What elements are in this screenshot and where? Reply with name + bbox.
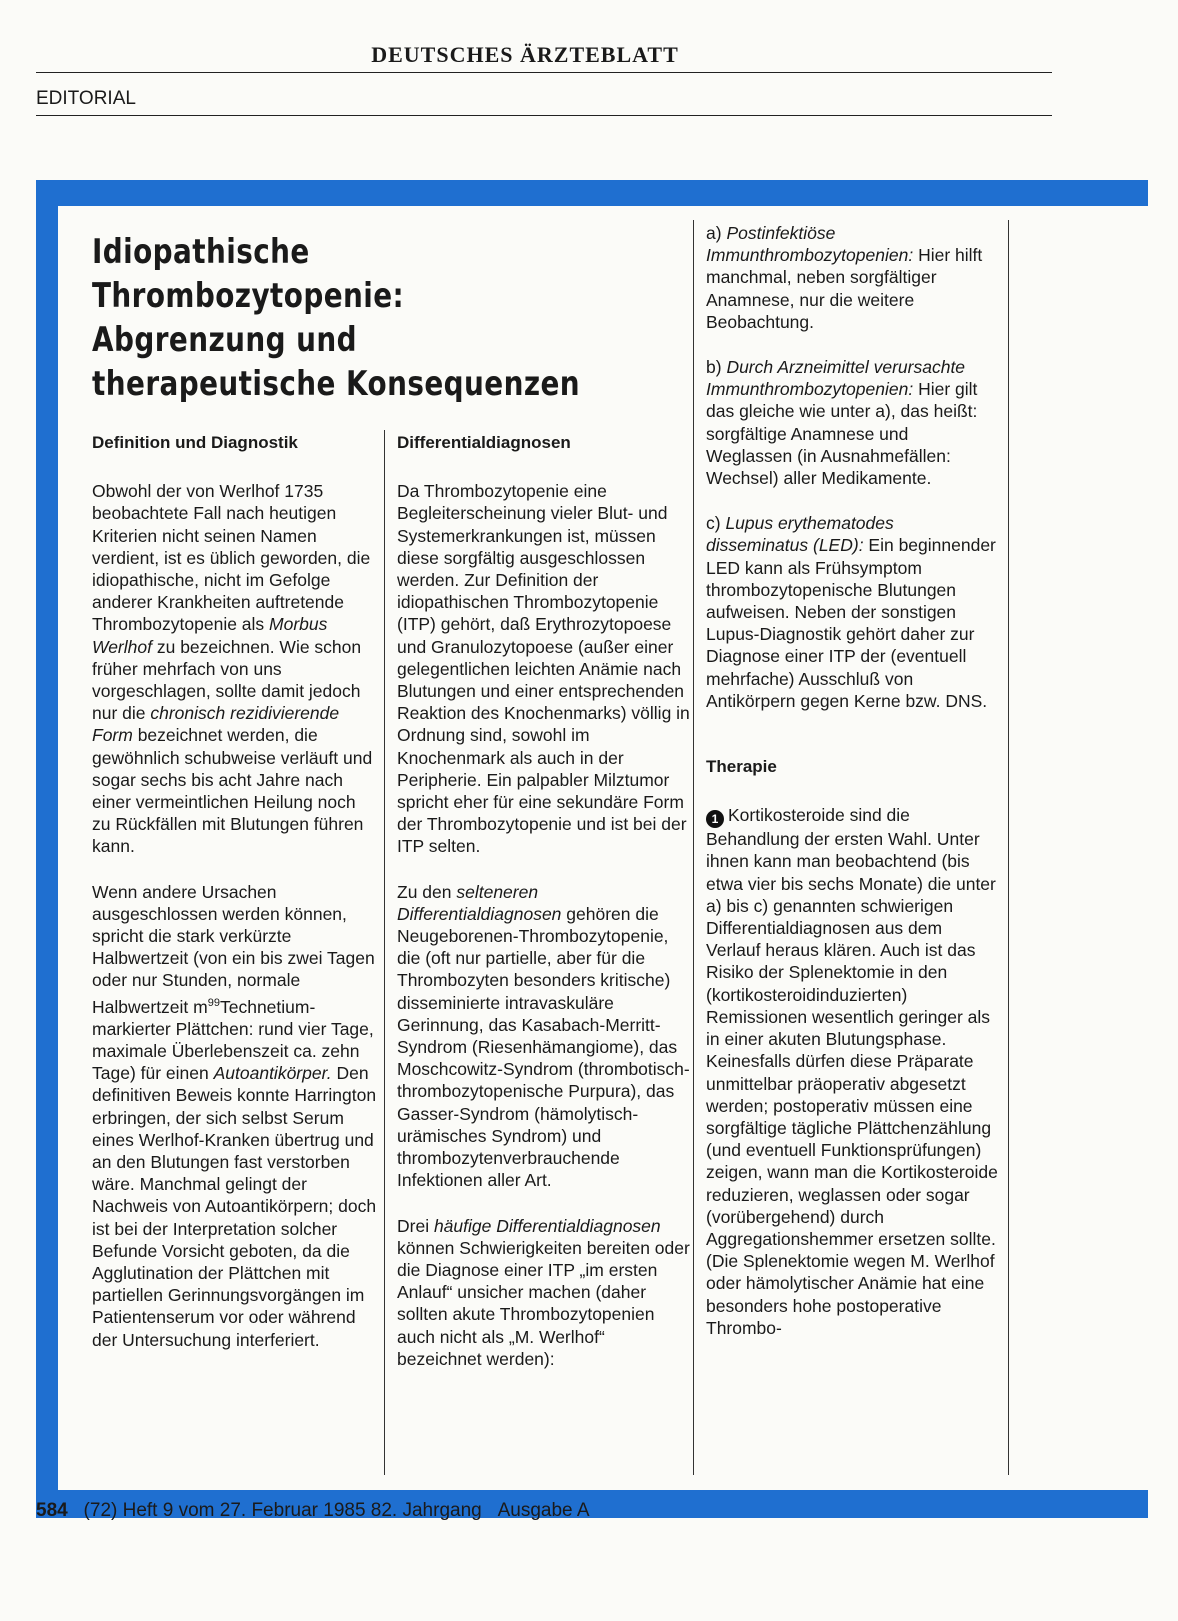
item-b: b) Durch Arzneimittel verursachte Immunthrombozytopenien: Hier gilt das gleiche wie unter a), das heißt: sorgfältige Anamnese und Weglassen (in Ausnahmefällen: Wechsel) aller Medikamente. [706, 357, 978, 489]
edition-label: Ausgabe A [497, 1500, 590, 1521]
column-1 [92, 432, 378, 1374]
item-a: a) Postinfektiöse Immunthrombozytopenien: Hier hilft manchmal, neben sorgfältiger Anamnese, nur die weitere Beobachtung. [706, 223, 983, 332]
column-divider-3 [1008, 220, 1009, 1475]
column-divider-1 [384, 430, 385, 1475]
article-title [92, 230, 600, 406]
page-number: 584 [36, 1500, 68, 1521]
column-2 [397, 432, 692, 1393]
title-line-2: Abgrenzung und [92, 320, 357, 360]
title-line-1: Idiopathische Thrombozytopenie: [92, 232, 405, 316]
frame-top-bar [36, 180, 1148, 206]
masthead: DEUTSCHES ÄRZTEBLATT [371, 42, 679, 67]
number-one-bullet-icon: 1 [706, 810, 724, 828]
paragraph-3: Da Thrombozytopenie eine Begleiterscheinung vieler Blut- und Systemerkrankungen ist, müssen diese sorgfältig ausgeschlossen werden. Zur Definition der idiopathischen Thrombozytopenie (ITP) gehört, daß Erythrozytopoese und Granulozytopoese (außer einer gelegentlichen leichten Anämie nach Blutungen und einer entsprechenden Reaktion des Knochenmarks) völlig in Ordnung sind, sowohl im Knochenmark als auch in der Peripherie. Ein palpabler Milztumor spricht eher für eine sekundäre Form der Thrombozytopenie und ist bei der ITP selten. [397, 481, 690, 857]
column-3 [706, 222, 998, 1362]
footer [36, 1500, 590, 1522]
column-divider-2 [693, 220, 694, 1475]
heading-differential: Differentialdiagnosen [397, 433, 571, 452]
frame-left-bar [36, 180, 58, 1490]
section-label: EDITORIAL [36, 88, 136, 109]
issue-info: (72) Heft 9 vom 27. Februar 1985 82. Jahrgang [83, 1500, 482, 1521]
heading-definition: Definition und Diagnostik [92, 433, 298, 452]
section-rule [36, 115, 1052, 116]
masthead-rule [36, 72, 1052, 73]
paragraph-1: Obwohl der von Werlhof 1735 beobachtete Fall nach heutigen Kriterien nicht seinen Namen verdient, ist es üblich geworden, die idiopathische, nicht im Gefolge anderer Krankheiten auftretende Thrombozytopenie als Morbus Werlhof zu bezeichnen. Wie schon früher mehrfach von uns vorgeschlagen, sollte damit jedoch nur die chronisch rezidivierende Form bezeichnet werden, die gewöhnlich schubweise verläuft und sogar sechs bis acht Jahre nach einer vermeintlichen Heilung noch zu Rückfällen mit Blutungen führen kann. [92, 481, 373, 857]
paragraph-therapy: 1 Kortikosteroide sind die Behandlung der ersten Wahl. Unter ihnen kann man beobachtend (bis etwa vier bis sechs Monate) die unter a) bis c) genannten schwierigen Differentialdiagnosen aus dem Verlauf heraus klären. Auch ist das Risiko der Splenektomie in den (kortikosteroidinduzierten) Remissionen wesentlich geringer als in einer akuten Blutungsphase. Keinesfalls dürfen diese Präparate unmittelbar präoperativ abgesetzt werden; postoperativ müssen eine sorgfältige tägliche Plättchenzählung (und eventuell Funktionsprüfungen) zeigen, wann man die Kortikosteroide reduzieren, weglassen oder sogar (vorübergehend) durch Aggregationshemmer ersetzen sollte. (Die Splenektomie wegen M. Werlhof oder hämolytischer Anämie hat eine besonders hohe postoperative Thrombo- [706, 805, 998, 1338]
title-line-3: therapeutische Konsequenzen [92, 364, 581, 404]
item-c: c) Lupus erythematodes disseminatus (LED): Ein beginnender LED kann als Frühsymptom thrombozytopenische Blutungen aufweisen. Neben der sonstigen Lupus-Diagnostik gehört daher zur Diagnose einer ITP der (eventuell mehrfache) Ausschluß von Antikörpern gegen Kerne bzw. DNS. [706, 513, 996, 711]
paragraph-4: Zu den selteneren Differentialdiagnosen gehören die Neugeborenen-Thrombozytopenie, die (oft nur partielle, aber für die Thrombozyten besonders kritische) disseminierte intravaskuläre Gerinnung, das Kasabach-Merritt-Syndrom (Riesenhämangiome), das Moschcowitz-Syndrom (thrombotisch-thrombozytopenische Purpura), das Gasser-Syndrom (hämolytisch-urämisches Syndrom) und thrombozytenverbrauchende Infektionen aller Art. [397, 881, 690, 1191]
paragraph-2: Wenn andere Ursachen ausgeschlossen werden können, spricht die stark verkürzte Halbwertzeit (von ein bis zwei Tagen oder nur Stunden, normale Halbwertzeit $m^{99}Technetium$-markierter Plättchen: rund vier Tage, maximale Überlebenszeit ca. zehn Tage) für einen Autoantikörper. Den definitiven Beweis konnte Harrington erbringen, der sich selbst Serum eines Werlhof-Kranken übertrug und an den Blutungen fast verstorben wäre. Manchmal gelingt der Nachweis von Autoantikörpern; doch ist bei der Interpretation solcher Befunde Vorsicht geboten, da die Agglutination der Plättchen mit partiellen Gerinnungsvorgängen im Patientenserum vor oder während der Untersuchung interferiert. [92, 881, 377, 1350]
heading-therapie: Therapie [706, 757, 777, 777]
paragraph-5: Drei häufige Differentialdiagnosen können Schwierigkeiten bereiten oder die Diagnose einer ITP „im ersten Anlauf“ unsicher machen (daher sollten akute Thrombozytopenien auch nicht als „M. Werlhof“ bezeichnet werden): [397, 1215, 690, 1369]
